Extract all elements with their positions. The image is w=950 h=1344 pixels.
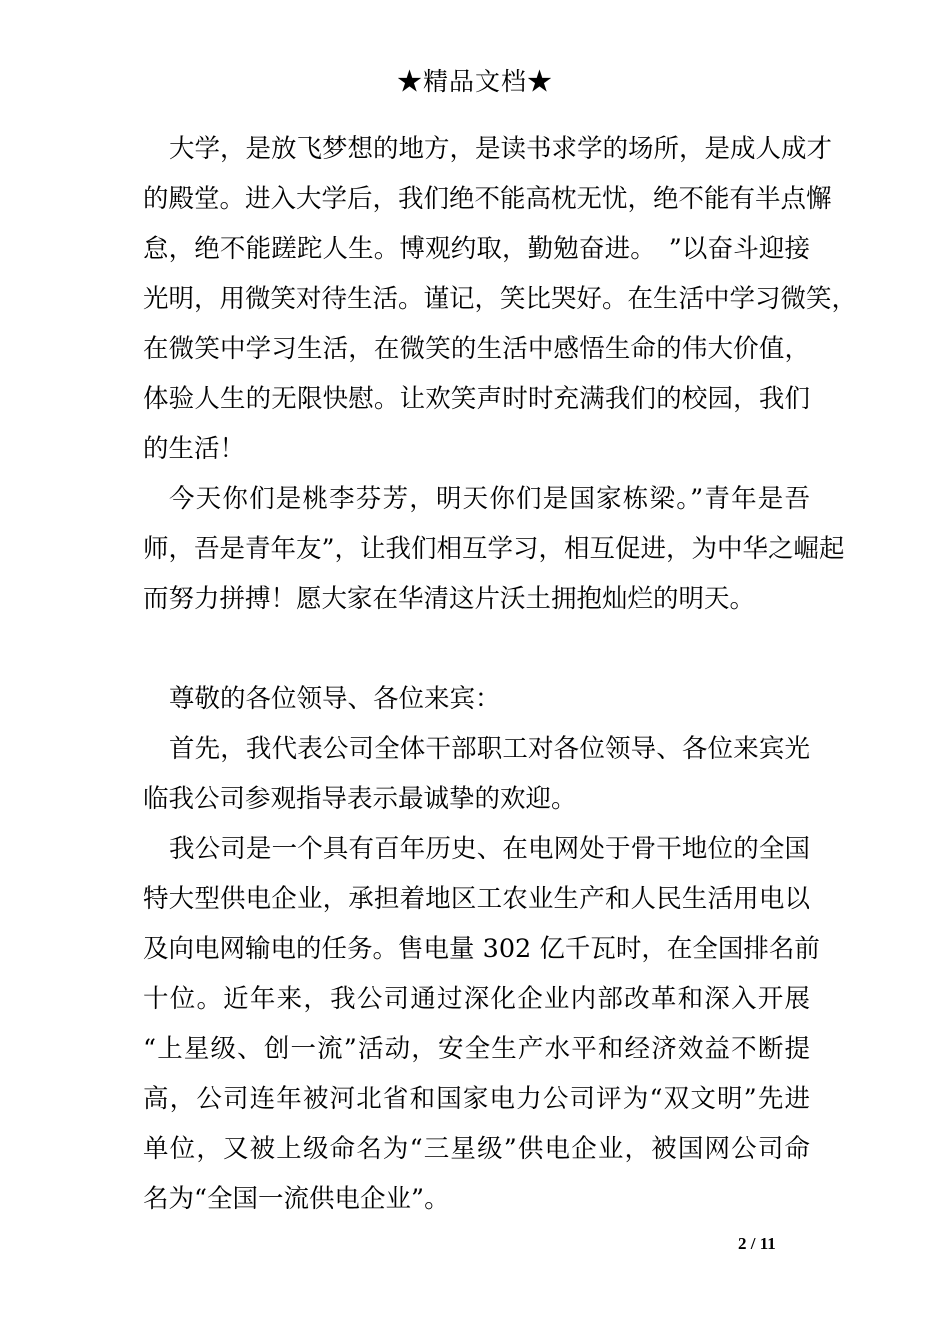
text-line: 单位，又被上级命名为“三星级”供电企业，被国网公司命 <box>143 1134 810 1164</box>
text-line: 而努力拼搏！愿大家在华清这片沃土拥抱灿烂的明天。 <box>143 584 756 614</box>
text-line: 及向电网输电的任务。售电量 302 亿千瓦时，在全国排名前 <box>143 934 820 964</box>
text-line: 高，公司连年被河北省和国家电力公司评为“双文明”先进 <box>143 1084 810 1114</box>
text-line: 今天你们是桃李芬芳，明天你们是国家栋梁。”青年是吾 <box>169 484 810 514</box>
salutation-line: 尊敬的各位领导、各位来宾： <box>169 684 501 714</box>
text-line: 名为“全国一流供电企业”。 <box>143 1184 450 1214</box>
text-line: 特大型供电企业，承担着地区工农业生产和人民生活用电以 <box>143 884 810 914</box>
paragraph-gap <box>143 624 810 674</box>
page-number: 2 / 11 <box>738 1234 776 1253</box>
text-line: 体验人生的无限快慰。让欢笑声时时充满我们的校园，我们 <box>143 384 810 414</box>
text-line: 我公司是一个具有百年历史、在电网处于骨干地位的全国 <box>169 834 810 864</box>
text-line: 十位。近年来，我公司通过深化企业内部改革和深入开展 <box>143 984 810 1014</box>
text-line: 大学，是放飞梦想的地方，是读书求学的场所，是成人成才 <box>169 134 833 164</box>
page-header-title: ★精品文档★ <box>396 67 553 96</box>
document-body <box>143 124 858 1224</box>
text-line: 师，吾是青年友”，让我们相互学习，相互促进，为中华之崛起 <box>143 534 845 564</box>
text-line: 怠，绝不能蹉跎人生。博观约取，勤勉奋进。 ”以奋斗迎接 <box>143 234 810 264</box>
text-line: 临我公司参观指导表示最诚挚的欢迎。 <box>143 784 577 814</box>
text-line: “上星级、创一流”活动，安全生产水平和经济效益不断提 <box>143 1034 810 1064</box>
text-line: 在微笑中学习生活，在微笑的生活中感悟生命的伟大价值， <box>143 334 810 364</box>
text-line: 的殿堂。进入大学后，我们绝不能高枕无忧，绝不能有半点懈 <box>143 184 832 214</box>
text-line: 光明，用微笑对待生活。谨记，笑比哭好。在生活中学习微笑， <box>143 284 858 314</box>
text-line: 的生活！ <box>143 434 246 464</box>
text-line: 首先，我代表公司全体干部职工对各位领导、各位来宾光 <box>169 734 810 764</box>
